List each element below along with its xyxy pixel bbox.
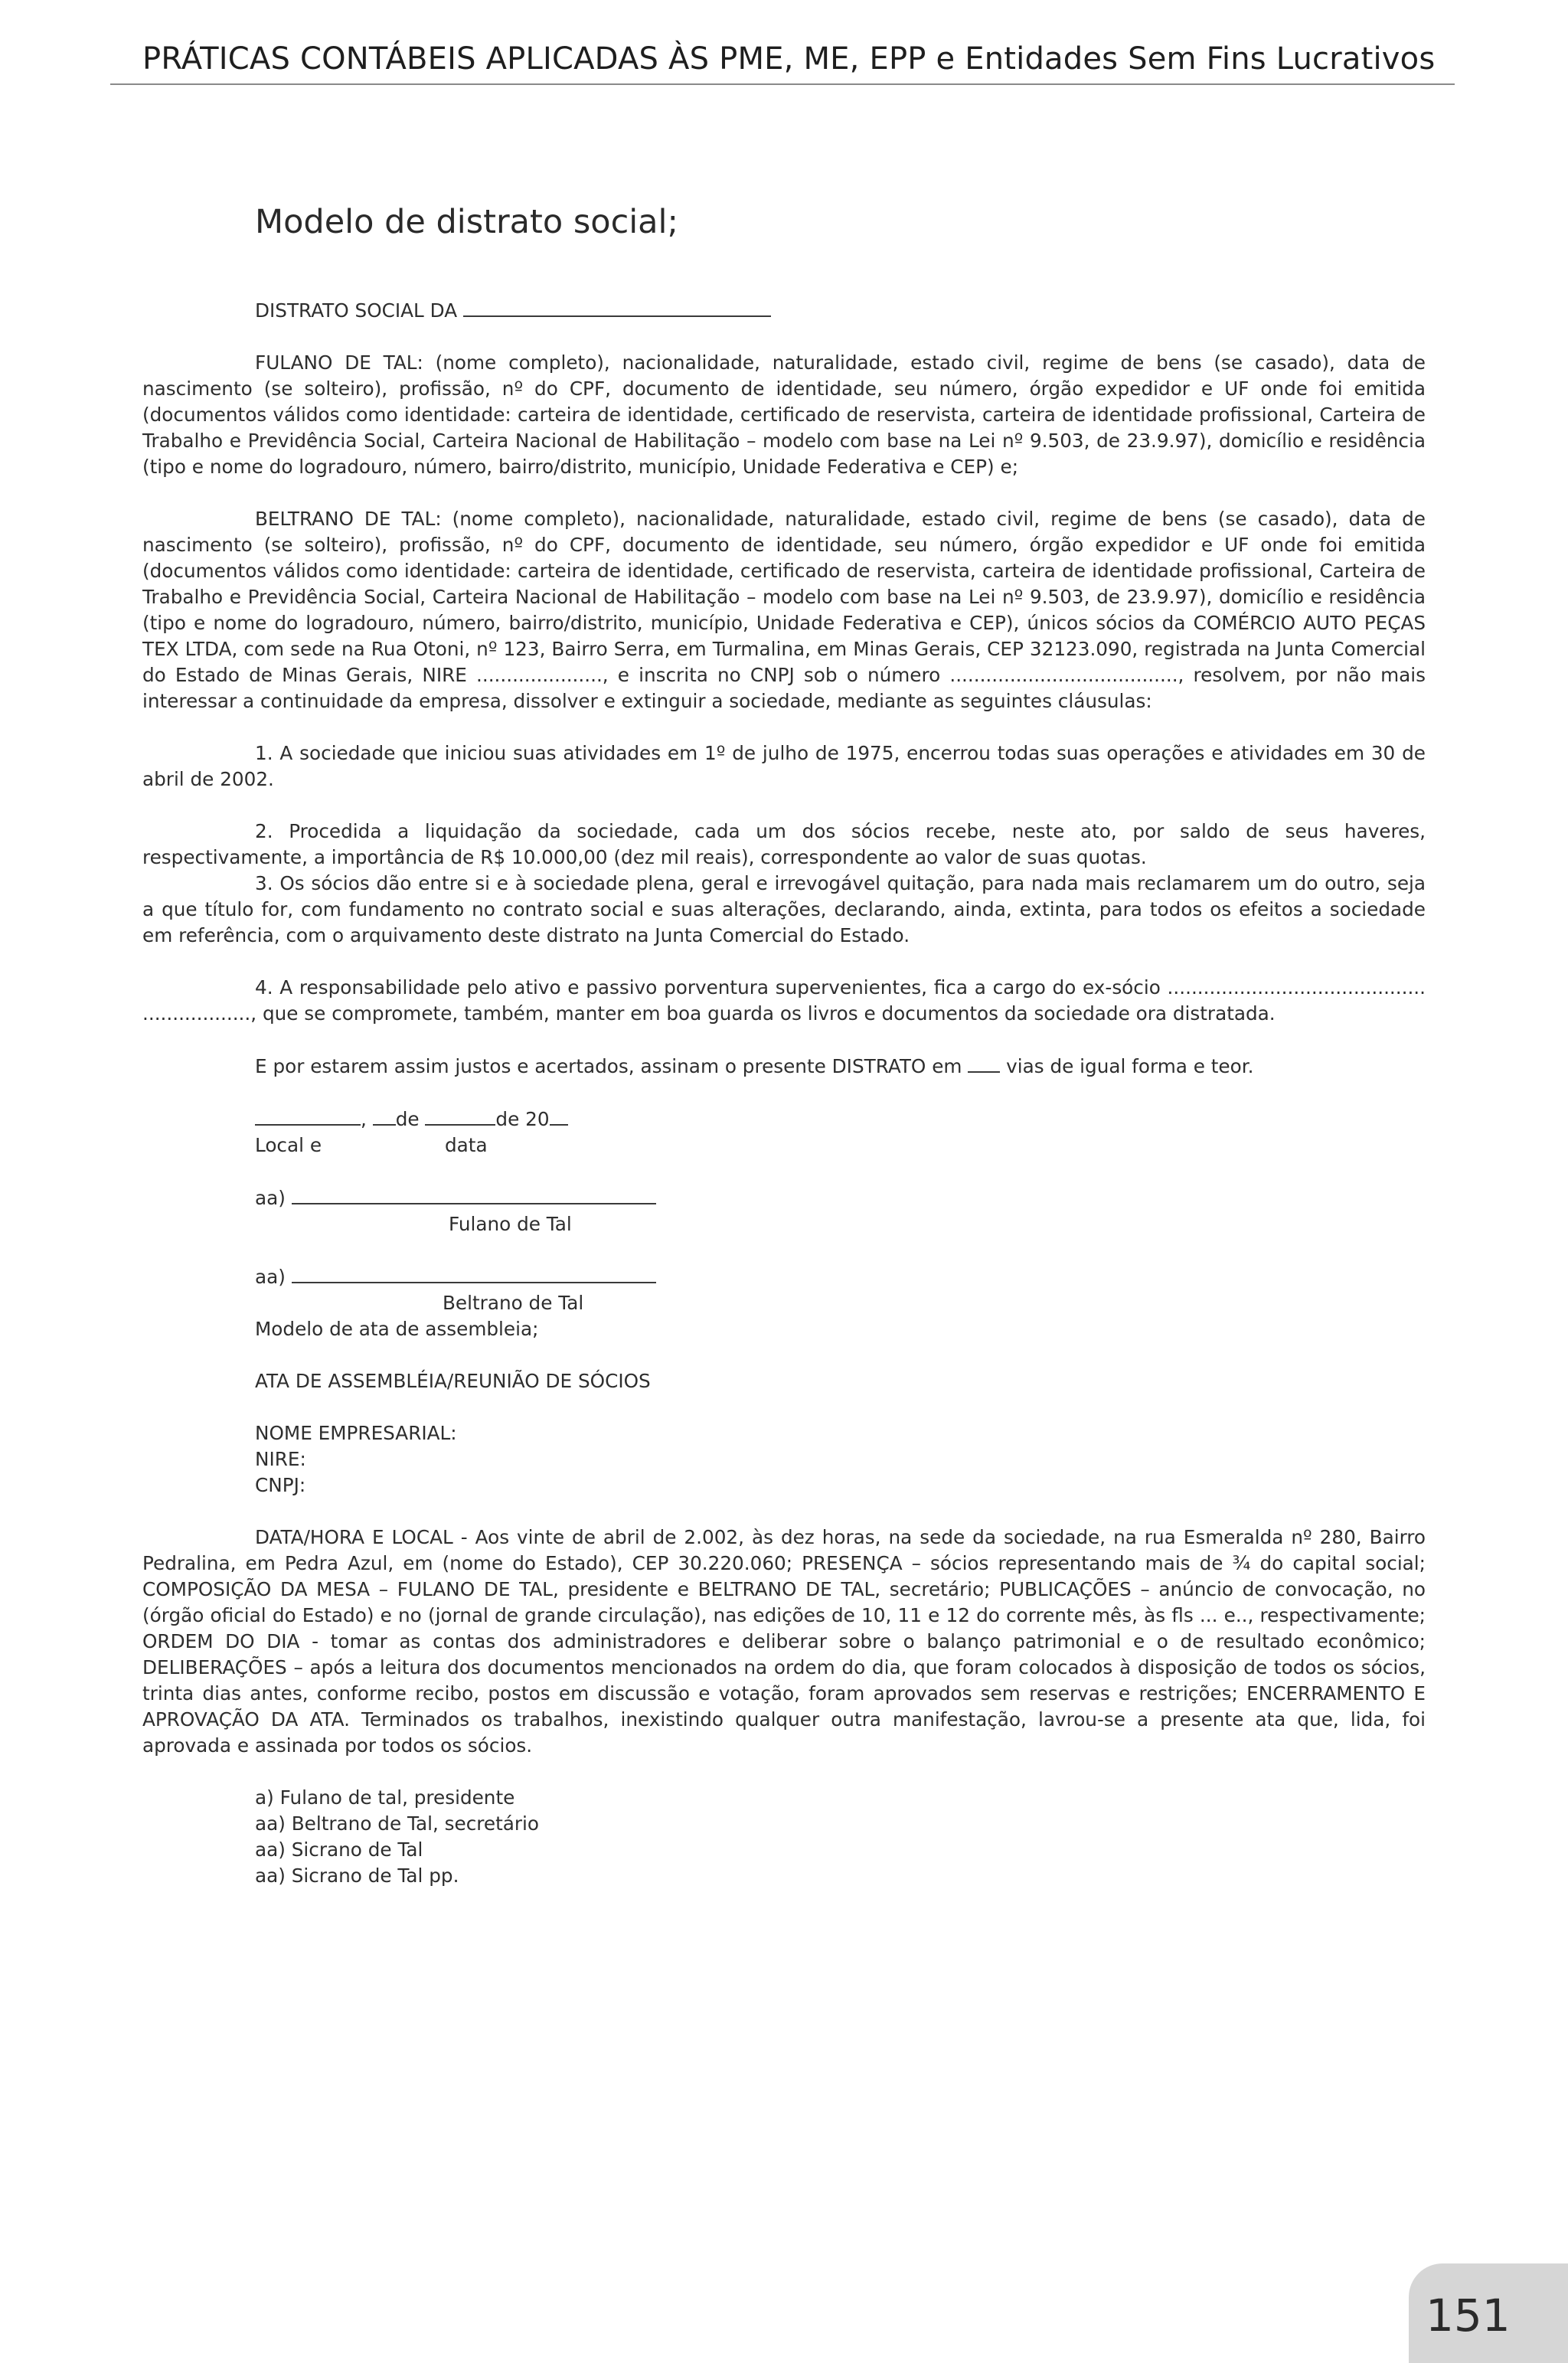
- clause-4: 4. A responsabilidade pelo ativo e passivo porventura supervenientes, fica a cargo do ex-sócio ........................................... .................., que se compromete, também, manter em boa guarda os livros e documentos da sociedade ora distratada.: [142, 976, 1426, 1025]
- ata-nome-empresarial: NOME EMPRESARIAL:: [255, 1422, 457, 1444]
- ata-cnpj: CNPJ:: [255, 1474, 306, 1496]
- date-caption-local: Local e: [255, 1134, 322, 1156]
- signature-prefix: aa): [255, 1187, 286, 1209]
- date-caption-data: data: [445, 1134, 488, 1156]
- vias-blank: [968, 1053, 1000, 1073]
- signature-line-fulano: [142, 1185, 1426, 1211]
- company-name-blank: [463, 297, 771, 317]
- closing-text-b: vias de igual forma e teor.: [1006, 1055, 1254, 1077]
- ata-signature-3: aa) Sicrano de Tal: [255, 1838, 423, 1861]
- running-header-title: PRÁTICAS CONTÁBEIS APLICADAS ÀS PME, ME, EPP e Entidades Sem Fins Lucrativos: [142, 41, 1436, 77]
- header-rule: [110, 83, 1455, 85]
- distrato-heading: DISTRATO SOCIAL DA: [255, 299, 458, 322]
- signature-name-beltrano: Beltrano de Tal: [443, 1292, 584, 1314]
- section-title: Modelo de distrato social;: [255, 203, 678, 241]
- closing-text-a: E por estarem assim justos e acertados, assinam o presente DISTRATO em: [255, 1055, 962, 1077]
- paragraph-fulano: FULANO DE TAL: (nome completo), nacionalidade, naturalidade, estado civil, regime de bens (se casado), data de nascimento (se solteiro), profissão, nº do CPF, documento de identidade, seu número, órgão expedidor e UF onde foi emitida (documentos válidos como identidade: carteira de identidade, certificado de reservista, carteira de identidade profissional, Carteira de Trabalho e Previdência Social, Carteira Nacional de Habilitação – modelo com base na Lei nº 9.503, de 23.9.97), domicílio e residência (tipo e nome do logradouro, número, bairro/distrito, município, Unidade Federativa e CEP) e;: [142, 351, 1426, 478]
- date-line: , de de 20: [142, 1106, 1426, 1132]
- clause-2: 2. Procedida a liquidação da sociedade, cada um dos sócios recebe, neste ato, por saldo de seus haveres, respectivamente, a importância de R$ 10.000,00 (dez mil reais), correspondente ao valor de suas quotas.: [142, 820, 1426, 868]
- distrato-heading-line: [142, 297, 1426, 324]
- signature-blank-fulano: [292, 1185, 656, 1204]
- date-de-1: de: [395, 1108, 420, 1130]
- closing-line: [142, 1053, 1426, 1080]
- ata-heading: ATA DE ASSEMBLÉIA/REUNIÃO DE SÓCIOS: [255, 1370, 651, 1392]
- ata-signature-4: aa) Sicrano de Tal pp.: [255, 1865, 459, 1887]
- signature-line-beltrano: [142, 1263, 1426, 1290]
- signature-prefix: aa): [255, 1266, 286, 1288]
- clause-1: 1. A sociedade que iniciou suas atividades em 1º de julho de 1975, encerrou todas suas operações e atividades em 30 de abril de 2002.: [142, 742, 1426, 790]
- ata-nire: NIRE:: [255, 1448, 306, 1470]
- ata-signature-1: a) Fulano de tal, presidente: [255, 1786, 515, 1809]
- paragraph-beltrano: BELTRANO DE TAL: (nome completo), nacionalidade, naturalidade, estado civil, regime de bens (se casado), data de nascimento (se solteiro), profissão, nº do CPF, documento de identidade, seu número, órgão expedidor e UF onde foi emitida (documentos válidos como identidade: carteira de identidade, certificado de reservista, carteira de identidade profissional, Carteira de Trabalho e Previdência Social, Carteira Nacional de Habilitação – modelo com base na Lei nº 9.503, de 23.9.97), domicílio e residência (tipo e nome do logradouro, número, bairro/distrito, município, Unidade Federativa e CEP), únicos sócios da COMÉRCIO AUTO PEÇAS TEX LTDA, com sede na Rua Otoni, nº 123, Bairro Serra, em Turmalina, em Minas Gerais, CEP 32123.090, registrada na Junta Comercial do Estado de Minas Gerais, NIRE ....................., e inscrita no CNPJ sob o número ......................................, resolvem, por não mais interessar a continuidade da empresa, dissolver e extinguir a sociedade, mediante as seguintes cláusulas:: [142, 508, 1426, 712]
- page-number: 151: [1426, 2289, 1511, 2342]
- date-de-2: de 20: [495, 1108, 550, 1130]
- ata-body: DATA/HORA E LOCAL - Aos vinte de abril de 2.002, às dez horas, na sede da sociedade, na rua Esmeralda nº 280, Bairro Pedralina, em Pedra Azul, em (nome do Estado), CEP 30.220.060; PRESENÇA – sócios representando mais de ¾ do capital social; COMPOSIÇÃO DA MESA – FULANO DE TAL, presidente e BELTRANO DE TAL, secretário; PUBLICAÇÕES – anúncio de convocação, no (órgão oficial do Estado) e no (jornal de grande circulação), nas edições de 10, 11 e 12 do corrente mês, às fls ... e.., respectivamente; ORDEM DO DIA - tomar as contas dos administradores e deliberar sobre o balanço patrimonial e o de resultado econômico; DELIBERAÇÕES – após a leitura dos documentos mencionados na ordem do dia, que foram colocados à disposição de todos os sócios, trinta dias antes, conforme recibo, postos em discussão e votação, foram aprovados sem reservas e restrições; ENCERRAMENTO E APROVAÇÃO DA ATA. Terminados os trabalhos, inexistindo qualquer outra manifestação, lavrou-se a presente ata que, lida, foi aprovada e assinada por todos os sócios.: [142, 1526, 1426, 1757]
- signature-blank-beltrano: [292, 1263, 656, 1283]
- year-blank: [550, 1106, 568, 1126]
- month-blank: [425, 1106, 495, 1126]
- date-caption: [142, 1132, 1426, 1159]
- day-blank: [373, 1106, 396, 1126]
- signature-name-fulano: Fulano de Tal: [449, 1213, 572, 1235]
- document-body: [142, 297, 1426, 1889]
- ata-signature-2: aa) Beltrano de Tal, secretário: [255, 1812, 539, 1835]
- clause-3: 3. Os sócios dão entre si e à sociedade plena, geral e irrevogável quitação, para nada mais reclamarem um do outro, seja a que título for, com fundamento no contrato social e suas alterações, declarando, ainda, extinta, para todos os efeitos a sociedade em referência, com o arquivamento deste distrato na Junta Comercial do Estado.: [142, 872, 1426, 946]
- local-blank: [255, 1106, 361, 1126]
- ata-model-title: Modelo de ata de assembleia;: [255, 1318, 539, 1340]
